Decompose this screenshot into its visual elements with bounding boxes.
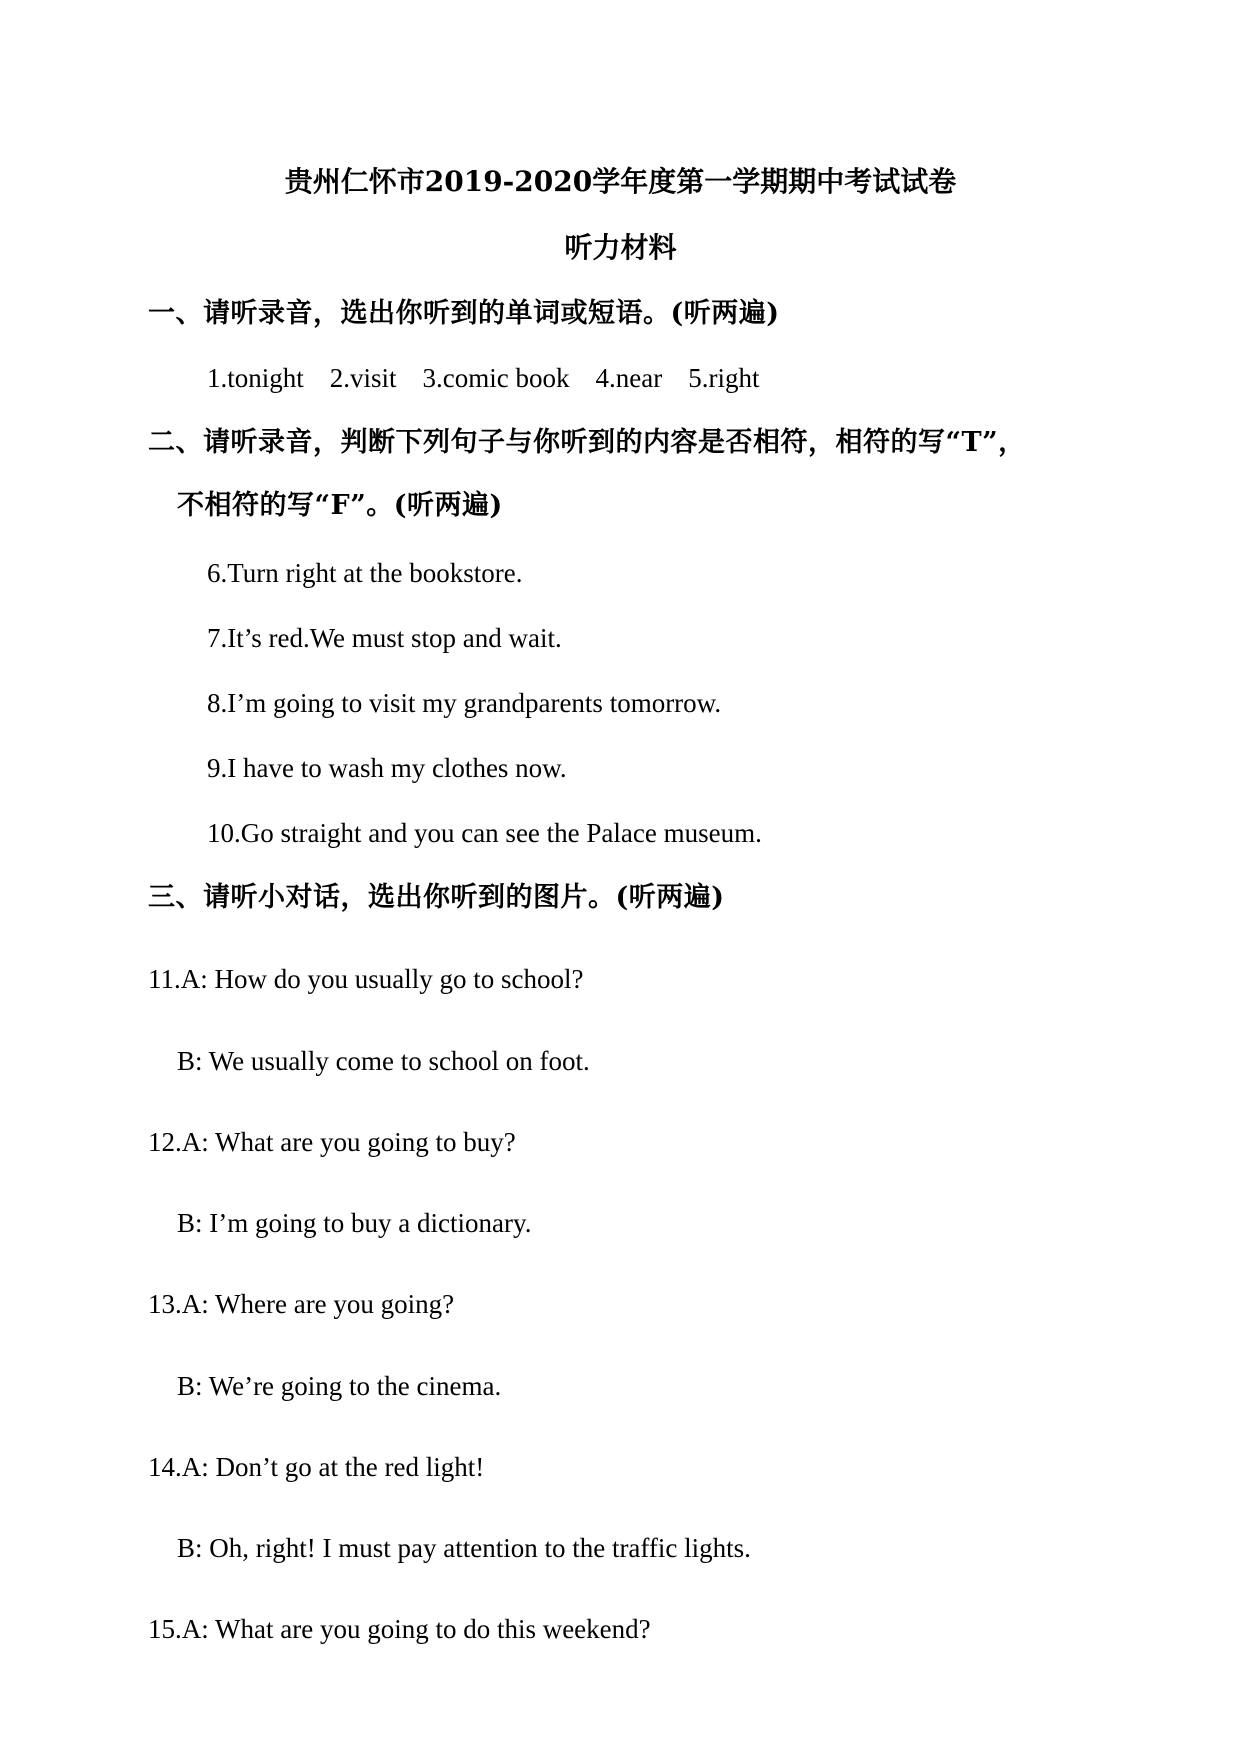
- sentence-item: 10.Go straight and you can see the Palace museum.: [207, 818, 762, 848]
- dialogue-line-b: B: Oh, right! I must pay attention to the traffic lights.: [177, 1533, 751, 1563]
- dialogue-line-a: 11.A: How do you usually go to school?: [148, 964, 584, 994]
- list-item: 3.comic book: [422, 363, 570, 393]
- list-item: 4.near: [595, 363, 663, 393]
- sentence-item: 9.I have to wash my clothes now.: [207, 753, 567, 783]
- dialogue-line-a: 15.A: What are you going to do this weekend?: [148, 1614, 651, 1644]
- page-title: 贵州仁怀市2019-2020学年度第一学期期中考试试卷: [284, 165, 957, 198]
- list-item: 1.tonight: [207, 363, 304, 393]
- page-subtitle: 听力材料: [564, 231, 677, 264]
- section2-heading-line2: 不相符的写“F”。(听两遍): [177, 490, 503, 521]
- dialogue-line-b: B: We’re going to the cinema.: [177, 1371, 502, 1401]
- dialogue-line-a: 13.A: Where are you going?: [148, 1289, 455, 1319]
- section1-word-list: [207, 365, 759, 392]
- list-item: 5.right: [688, 363, 760, 393]
- section1-heading: 一、请听录音，选出你听到的单词或短语。(听两遍): [148, 298, 780, 329]
- sentence-item: 6.Turn right at the bookstore.: [207, 558, 523, 588]
- section3-heading: 三、请听小对话，选出你听到的图片。(听两遍): [148, 882, 725, 913]
- section2-heading-line1: 二、请听录音，判断下列句子与你听到的内容是否相符，相符的写“T”，: [148, 427, 1026, 458]
- dialogue-line-b: B: We usually come to school on foot.: [177, 1046, 590, 1076]
- sentence-item: 7.It’s red.We must stop and wait.: [207, 623, 562, 653]
- dialogue-line-b: B: I’m going to buy a dictionary.: [177, 1208, 532, 1238]
- dialogue-line-a: 14.A: Don’t go at the red light!: [148, 1452, 485, 1482]
- dialogue-line-a: 12.A: What are you going to buy?: [148, 1127, 516, 1157]
- list-item: 2.visit: [329, 363, 397, 393]
- sentence-item: 8.I’m going to visit my grandparents tomorrow.: [207, 688, 722, 718]
